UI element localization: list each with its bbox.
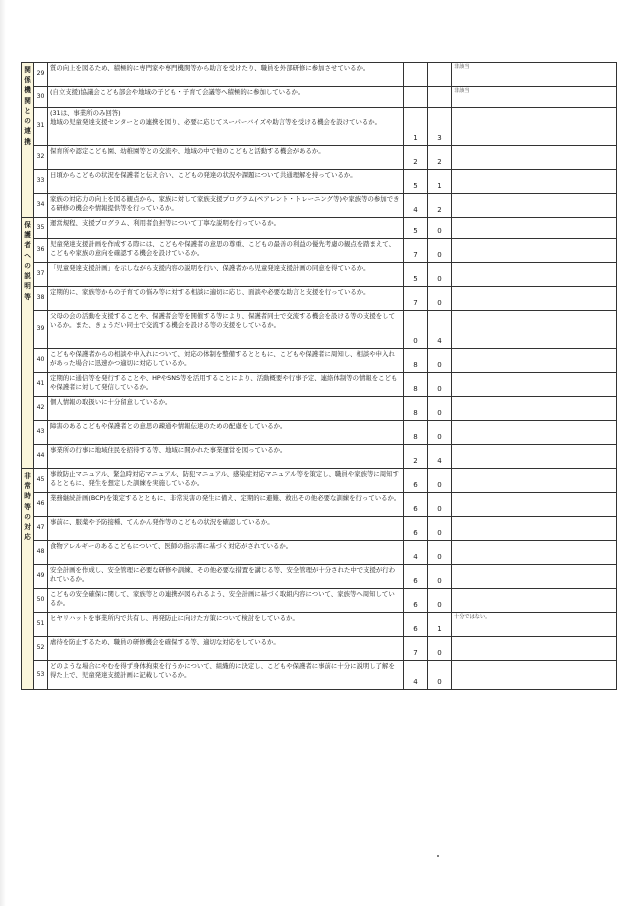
no-count: 0 [428, 661, 452, 690]
question-cell [48, 170, 404, 194]
yes-count: 0 [404, 311, 428, 349]
remarks-cell [452, 218, 617, 239]
remarks-cell [452, 146, 617, 170]
category-char: 対 [24, 523, 31, 532]
table-row [22, 421, 617, 445]
yes-count: 7 [404, 239, 428, 263]
yes-count: 8 [404, 373, 428, 397]
remarks-cell [452, 373, 617, 397]
yes-count: 2 [404, 146, 428, 170]
yes-count: 7 [404, 287, 428, 311]
remarks-cell [452, 421, 617, 445]
question-text: 定期的に通信等を発行することや、HPやSNS等を活用することにより、活動概要や行事予定、連絡体制等の情報をこどもや保護者に対して発信しているか。 [50, 374, 398, 391]
yes-count: 6 [404, 469, 428, 493]
table-row [22, 397, 617, 421]
no-count: 0 [428, 589, 452, 613]
yes-count: 6 [404, 613, 428, 637]
no-count: 4 [428, 445, 452, 469]
category-char: 時 [24, 492, 31, 501]
question-text: 虐待を防止するため、職員の研修機会を確保する等、適切な対応をしているか。 [50, 638, 280, 646]
question-text: 保育所や認定こども園、幼稚園等との交流や、地域の中で他のこどもと活動する機会があるか。 [50, 147, 325, 155]
no-count: 0 [428, 239, 452, 263]
table-row [22, 613, 617, 637]
yes-count: 5 [404, 218, 428, 239]
question-cell [48, 194, 404, 218]
question-text: 日頃からこどもの状況を保護者と伝え合い、こどもの発達の状況や課題について共通理解を持っているか。 [50, 171, 357, 179]
no-count: 0 [428, 218, 452, 239]
no-count [428, 87, 452, 108]
category-char: の [24, 261, 31, 270]
category-support [22, 218, 34, 469]
item-number: 50 [34, 589, 48, 613]
category-char: の [24, 512, 31, 521]
table-row [22, 589, 617, 613]
table-row [22, 170, 617, 194]
yes-count: 4 [404, 541, 428, 565]
no-count: 3 [428, 108, 452, 146]
question-text: 運営規程、支援プログラム、利用者負担等について丁寧な説明を行っているか。 [50, 219, 281, 227]
remarks-cell: 非該当 [452, 87, 617, 108]
no-count: 1 [428, 170, 452, 194]
category-char: 連 [24, 127, 31, 136]
remarks-cell [452, 445, 617, 469]
category-char: 説 [24, 272, 31, 281]
evaluation-table-body [22, 63, 617, 690]
item-number: 34 [34, 194, 48, 218]
question-cell [48, 263, 404, 287]
table-row [22, 637, 617, 661]
question-cell [48, 589, 404, 613]
table-row [22, 287, 617, 311]
remarks-cell [452, 263, 617, 287]
category-char: 等 [24, 292, 31, 301]
yes-count [404, 87, 428, 108]
no-count: 0 [428, 565, 452, 589]
category-char: 非 [24, 472, 31, 480]
question-text: (自立支援)協議会こども部会や地域の子ども・子育て会議等へ積極的に参加しているか。 [50, 88, 305, 96]
question-text: どのような場合にやむを得ず身体拘束を行うかについて、組織的に決定し、こどもや保護者に事前に十分に説明し了解を得た上で、児童発達支援計画に記載しているか。 [50, 662, 395, 679]
evaluation-table [21, 62, 617, 690]
category-char: 保 [24, 221, 31, 229]
category-char: の [24, 117, 31, 126]
yes-count: 5 [404, 263, 428, 287]
question-cell [48, 613, 404, 637]
no-count: 1 [428, 613, 452, 637]
yes-count: 8 [404, 421, 428, 445]
item-number: 53 [34, 661, 48, 690]
remarks-cell [452, 287, 617, 311]
question-cell [48, 493, 404, 517]
category-char: 常 [24, 482, 31, 491]
item-number: 32 [34, 146, 48, 170]
category-char: 応 [24, 533, 31, 542]
question-text: こどもの安全確保に関して、家族等との連携が図られるよう、安全計画に基づく取組内容について、家族等へ周知しているか。 [50, 590, 395, 607]
category-cooperation [22, 63, 34, 218]
question-text: 事業所の行事に地域住民を招待する等、地域に開かれた事業運営を図っているか。 [50, 446, 287, 454]
question-cell [48, 445, 404, 469]
no-count: 0 [428, 469, 452, 493]
table-row [22, 108, 617, 146]
item-number: 38 [34, 287, 48, 311]
no-count [428, 63, 452, 87]
table-row [22, 218, 617, 239]
question-cell [48, 146, 404, 170]
item-number: 45 [34, 469, 48, 493]
table-row [22, 541, 617, 565]
category-char: 関 [24, 96, 31, 105]
item-number: 41 [34, 373, 48, 397]
scan-edge-shading [0, 0, 6, 906]
question-text: 地域の児童発達支援センターとの連携を図り、必要に応じてスーパーバイズや助言等を受ける機会を設けているか。 [50, 117, 382, 126]
no-count: 0 [428, 637, 452, 661]
question-text: 児童発達支援計画を作成する際には、こどもや保護者の意思の尊重、こどもの最善の利益の優先考慮の観点を踏まえて、こどもや家族の意向を確認する機会を設けているか。 [50, 240, 395, 257]
category-char: 護 [24, 231, 31, 240]
question-cell [48, 239, 404, 263]
question-cell [48, 421, 404, 445]
table-row [22, 565, 617, 589]
question-text: 障害のあるこどもや保護者との意思の疎通や情報伝達のための配慮をしているか。 [50, 422, 287, 430]
question-text: ヒヤリハットを事業所内で共有し、再発防止に向けた方策について検討をしているか。 [50, 614, 299, 622]
table-row [22, 63, 617, 87]
yes-count: 6 [404, 589, 428, 613]
question-cell [48, 517, 404, 541]
table-row [22, 469, 617, 493]
yes-count: 8 [404, 397, 428, 421]
yes-count: 4 [404, 661, 428, 690]
question-cell [48, 373, 404, 397]
category-char: 係 [24, 76, 31, 85]
no-count: 0 [428, 397, 452, 421]
item-number: 47 [34, 517, 48, 541]
question-text: 事前に、服薬や予防接種、てんかん発作等のこどもの状況を確認しているか。 [50, 518, 274, 526]
item-number: 31 [34, 108, 48, 146]
table-row [22, 239, 617, 263]
yes-count: 1 [404, 108, 428, 146]
yes-count: 7 [404, 637, 428, 661]
item-number: 42 [34, 397, 48, 421]
table-row [22, 349, 617, 373]
item-number: 30 [34, 87, 48, 108]
item-number: 37 [34, 263, 48, 287]
question-text: 食物アレルギーのあるこどもについて、医師の指示書に基づく対応がされているか。 [50, 542, 293, 550]
remarks-cell: 非該当 [452, 63, 617, 87]
category-char: 明 [24, 282, 31, 291]
question-text: 安全計画を作成し、安全管理に必要な研修や訓練、その他必要な措置を講じる等、安全管理が十分された中で支援が行われているか。 [50, 566, 396, 583]
category-char: 関 [24, 66, 31, 74]
table-row [22, 445, 617, 469]
item-number: 29 [34, 63, 48, 87]
evaluation-sheet [21, 62, 616, 690]
remarks-cell [452, 637, 617, 661]
remarks-cell [452, 589, 617, 613]
item-number: 51 [34, 613, 48, 637]
question-cell [48, 87, 404, 108]
no-count: 4 [428, 311, 452, 349]
item-number: 44 [34, 445, 48, 469]
remarks-cell [452, 349, 617, 373]
question-cell [48, 311, 404, 349]
category-char: 機 [24, 86, 31, 95]
question-text: 質の向上を図るため、積極的に専門家や専門機関等から助言を受けたり、職員を外部研修に参加させているか。 [50, 64, 370, 72]
question-text: 家族の対応力の向上を図る観点から、家族に対して家族支援プログラム(ペアレント・トレーニング等)や家族等の参加できる研修の機会や情報提供等を行っているか。 [50, 195, 400, 212]
no-count: 0 [428, 263, 452, 287]
no-count: 0 [428, 421, 452, 445]
item-number: 48 [34, 541, 48, 565]
remarks-cell [452, 541, 617, 565]
question-cell [48, 397, 404, 421]
yes-count: 5 [404, 170, 428, 194]
item-number: 33 [34, 170, 48, 194]
question-cell [48, 661, 404, 690]
yes-count: 8 [404, 349, 428, 373]
yes-count: 6 [404, 565, 428, 589]
item-number: 43 [34, 421, 48, 445]
question-preface: (31は、事業所のみ回答) [50, 109, 121, 117]
question-cell [48, 218, 404, 239]
item-number: 39 [34, 311, 48, 349]
question-cell [48, 541, 404, 565]
question-cell [48, 469, 404, 493]
item-number: 49 [34, 565, 48, 589]
yes-count: 6 [404, 493, 428, 517]
question-cell [48, 63, 404, 87]
table-row [22, 661, 617, 690]
yes-count: 2 [404, 445, 428, 469]
question-text: 業務継続計画(BCP)を策定するとともに、非常災害の発生に備え、定期的に避難、救出その他必要な訓練を行っているか。 [50, 494, 401, 502]
question-text: 父母の会の活動を支援することや、保護者会等を開催する等により、保護者同士で交流する機会を設ける等の支援をしているか。また、きょうだい同士で交流する機会を設ける等の支援をしているか。 [50, 312, 395, 329]
item-number: 46 [34, 493, 48, 517]
yes-count: 4 [404, 194, 428, 218]
remarks-cell [452, 170, 617, 194]
remarks-cell [452, 397, 617, 421]
remarks-cell [452, 661, 617, 690]
item-number: 40 [34, 349, 48, 373]
remarks-cell [452, 565, 617, 589]
no-count: 0 [428, 517, 452, 541]
table-row [22, 87, 617, 108]
question-text: 事故防止マニュアル、緊急時対応マニュアル、防犯マニュアル、感染症対応マニュアル等を策定し、職員や家族等に周知するとともに、発生を想定した訓練を実施しているか。 [50, 470, 399, 487]
no-count: 0 [428, 373, 452, 397]
remarks-cell [452, 194, 617, 218]
remarks-cell [452, 311, 617, 349]
category-char: 者 [24, 241, 31, 250]
no-count: 0 [428, 349, 452, 373]
remarks-cell [452, 469, 617, 493]
category-emergency [22, 469, 34, 690]
question-text: 定期的に、家族等からの子育ての悩み等に対する相談に適切に応じ、面談や必要な助言と支援を行っているか。 [50, 288, 370, 296]
no-count: 0 [428, 541, 452, 565]
table-row [22, 311, 617, 349]
table-row [22, 517, 617, 541]
table-row [22, 493, 617, 517]
remarks-cell: 十分ではない。 [452, 613, 617, 637]
remarks-cell [452, 517, 617, 541]
category-char: と [24, 106, 31, 115]
question-cell [48, 565, 404, 589]
table-row [22, 373, 617, 397]
no-count: 0 [428, 287, 452, 311]
question-text: こどもや保護者からの相談や申入れについて、対応の体制を整備するとともに、こどもや保護者に周知し、相談や申入れがあった場合に迅速かつ適切に対応しているか。 [50, 350, 395, 367]
category-char: 携 [24, 137, 31, 146]
question-text: 「児童発達支援計画」を示しながら支援内容の説明を行い、保護者から児童発達支援計画の同意を得ているか。 [50, 264, 370, 272]
category-char: 等 [24, 502, 31, 511]
scan-speck [437, 855, 439, 857]
item-number: 36 [34, 239, 48, 263]
remarks-cell [452, 493, 617, 517]
question-cell [48, 287, 404, 311]
item-number: 52 [34, 637, 48, 661]
question-cell [48, 108, 404, 146]
item-number: 35 [34, 218, 48, 239]
table-row [22, 263, 617, 287]
remarks-cell [452, 239, 617, 263]
no-count: 0 [428, 493, 452, 517]
no-count: 2 [428, 146, 452, 170]
table-row [22, 146, 617, 170]
yes-count: 6 [404, 517, 428, 541]
yes-count [404, 63, 428, 87]
category-char: へ [24, 251, 31, 260]
question-cell [48, 637, 404, 661]
no-count: 2 [428, 194, 452, 218]
table-row [22, 194, 617, 218]
question-text: 個人情報の取扱いに十分留意しているか。 [50, 398, 172, 406]
remarks-cell [452, 108, 617, 146]
question-cell [48, 349, 404, 373]
